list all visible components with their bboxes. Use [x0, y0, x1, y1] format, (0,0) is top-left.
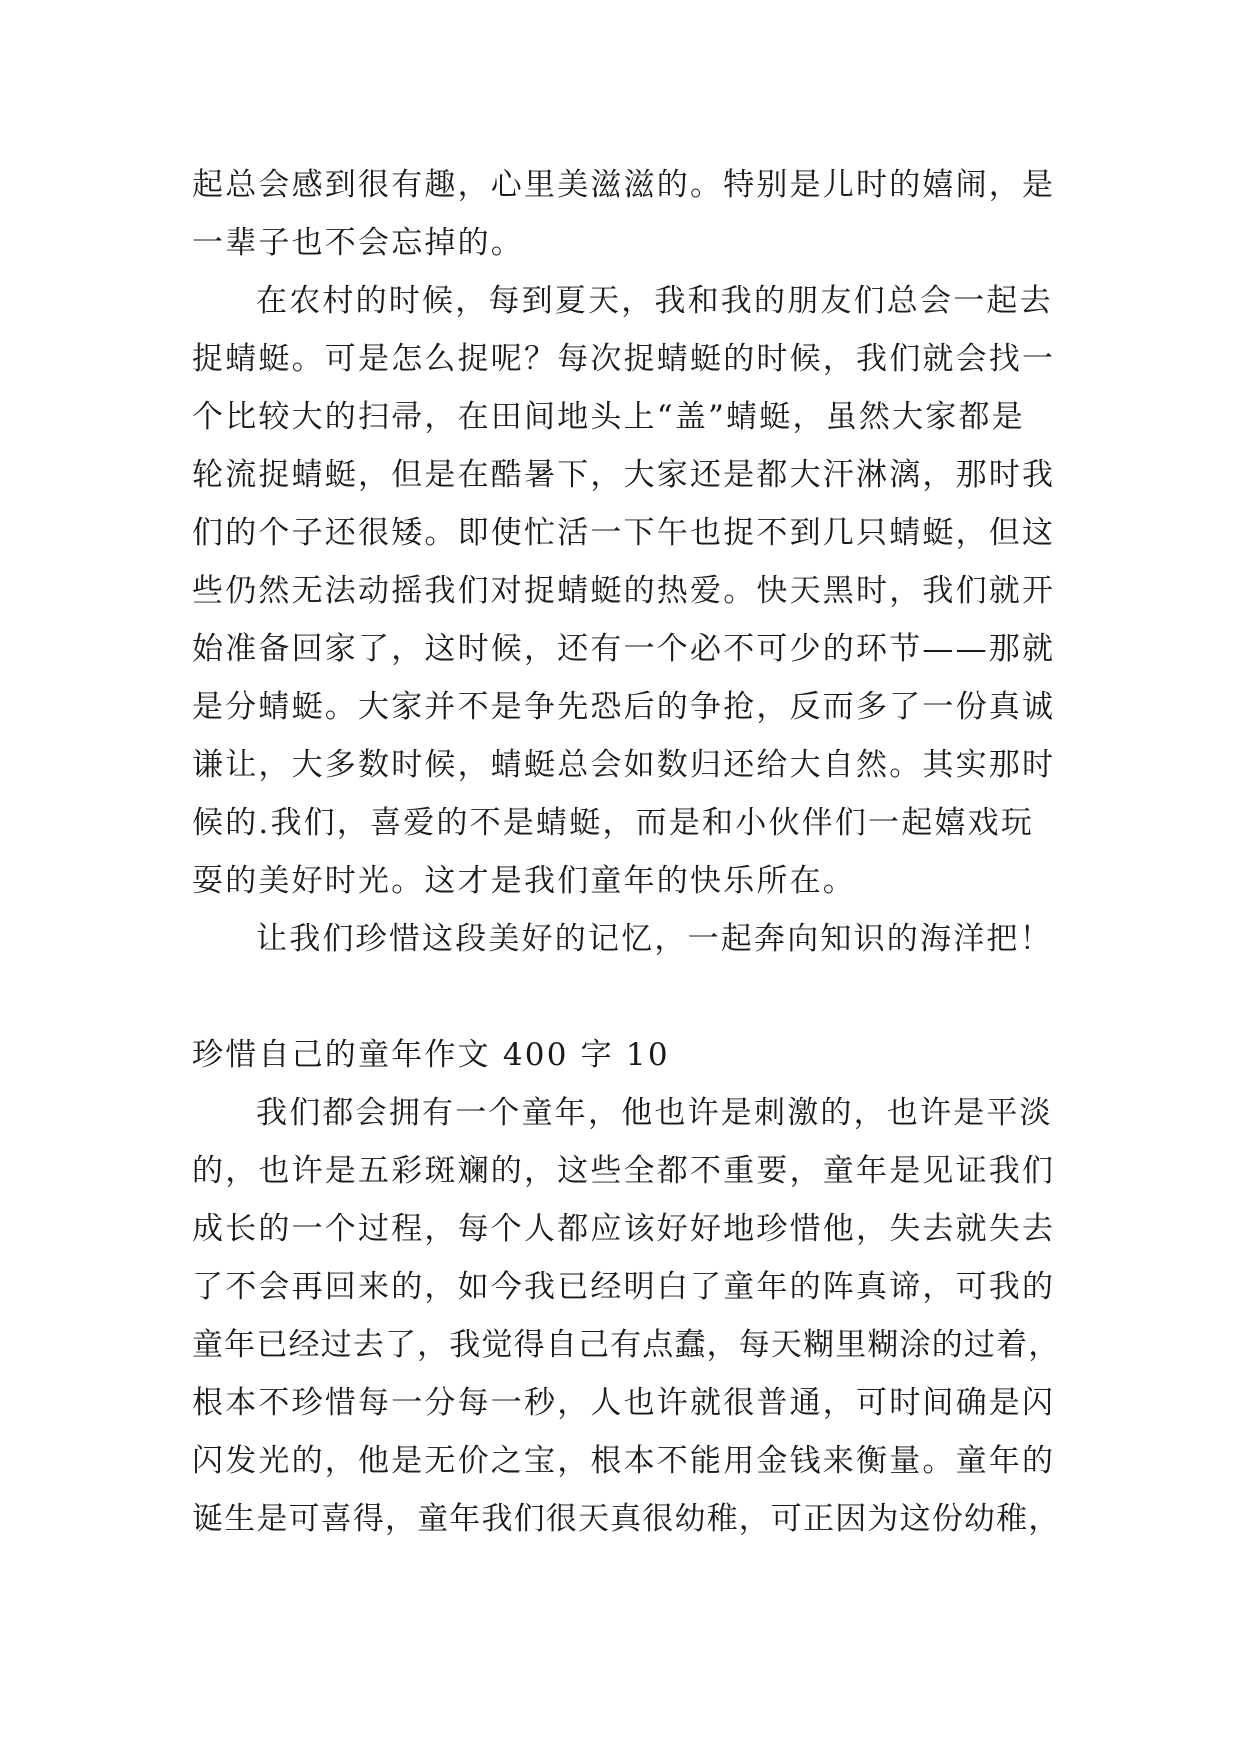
- paragraph-line: 我们都会拥有一个童年，他也许是刺激的，也许是平淡: [256, 1095, 1053, 1131]
- paragraph-line: 些仍然无法动摇我们对捉蜻蜓的热爱。快天黑时，我们就开: [192, 573, 1056, 609]
- paragraph-line: 的，也许是五彩斑斓的，这些全都不重要，童年是见证我们: [192, 1153, 1056, 1189]
- paragraph-line: 候的.我们，喜爱的不是蜻蜓，而是和小伙伴们一起嬉戏玩: [192, 805, 1035, 841]
- paragraph-line: 是分蜻蜓。大家并不是争先恐后的争抢，反而多了一份真诚: [192, 689, 1056, 725]
- section-heading: 珍惜自己的童年作文 400 字 10: [192, 1037, 670, 1073]
- paragraph-line: 轮流捉蜻蜓，但是在酷暑下，大家还是都大汗淋漓，那时我: [192, 457, 1056, 493]
- paragraph-line: 让我们珍惜这段美好的记忆，一起奔向知识的海洋把！: [256, 921, 1053, 957]
- paragraph-line: 闪发光的，他是无价之宝，根本不能用金钱来衡量。童年的: [192, 1443, 1056, 1479]
- paragraph-line: 童年已经过去了，我觉得自己有点蠢，每天糊里糊涂的过着，: [192, 1327, 1061, 1363]
- paragraph-line: 一辈子也不会忘掉的。: [192, 225, 524, 261]
- paragraph-line: 根本不珍惜每一分每一秒，人也许就很普通，可时间确是闪: [192, 1385, 1056, 1421]
- paragraph-line: 诞生是可喜得，童年我们很天真很幼稚，可正因为这份幼稚，: [192, 1501, 1061, 1537]
- paragraph-line: 了不会再回来的，如今我已经明白了童年的阵真谛，可我的: [192, 1269, 1056, 1305]
- paragraph-line: 捉蜻蜓。可是怎么捉呢？每次捉蜻蜓的时候，我们就会找一: [192, 341, 1056, 377]
- paragraph-line: 个比较大的扫帚，在田间地头上“盖”蜻蜓，虽然大家都是: [192, 399, 1025, 435]
- paragraph-line: 在农村的时候，每到夏天，我和我的朋友们总会一起去: [256, 283, 1053, 319]
- paragraph-line: 谦让，大多数时候，蜻蜓总会如数归还给大自然。其实那时: [192, 747, 1056, 783]
- paragraph-line: 起总会感到很有趣，心里美滋滋的。特别是儿时的嬉闹，是: [192, 167, 1056, 203]
- paragraph-line: 成长的一个过程，每个人都应该好好地珍惜他，失去就失去: [192, 1211, 1056, 1247]
- paragraph-line: 始准备回家了，这时候，还有一个必不可少的环节——那就: [192, 631, 1056, 667]
- paragraph-line: 们的个子还很矮。即使忙活一下午也捉不到几只蜻蜓，但这: [192, 515, 1056, 551]
- paragraph-line: 耍的美好时光。这才是我们童年的快乐所在。: [192, 863, 856, 899]
